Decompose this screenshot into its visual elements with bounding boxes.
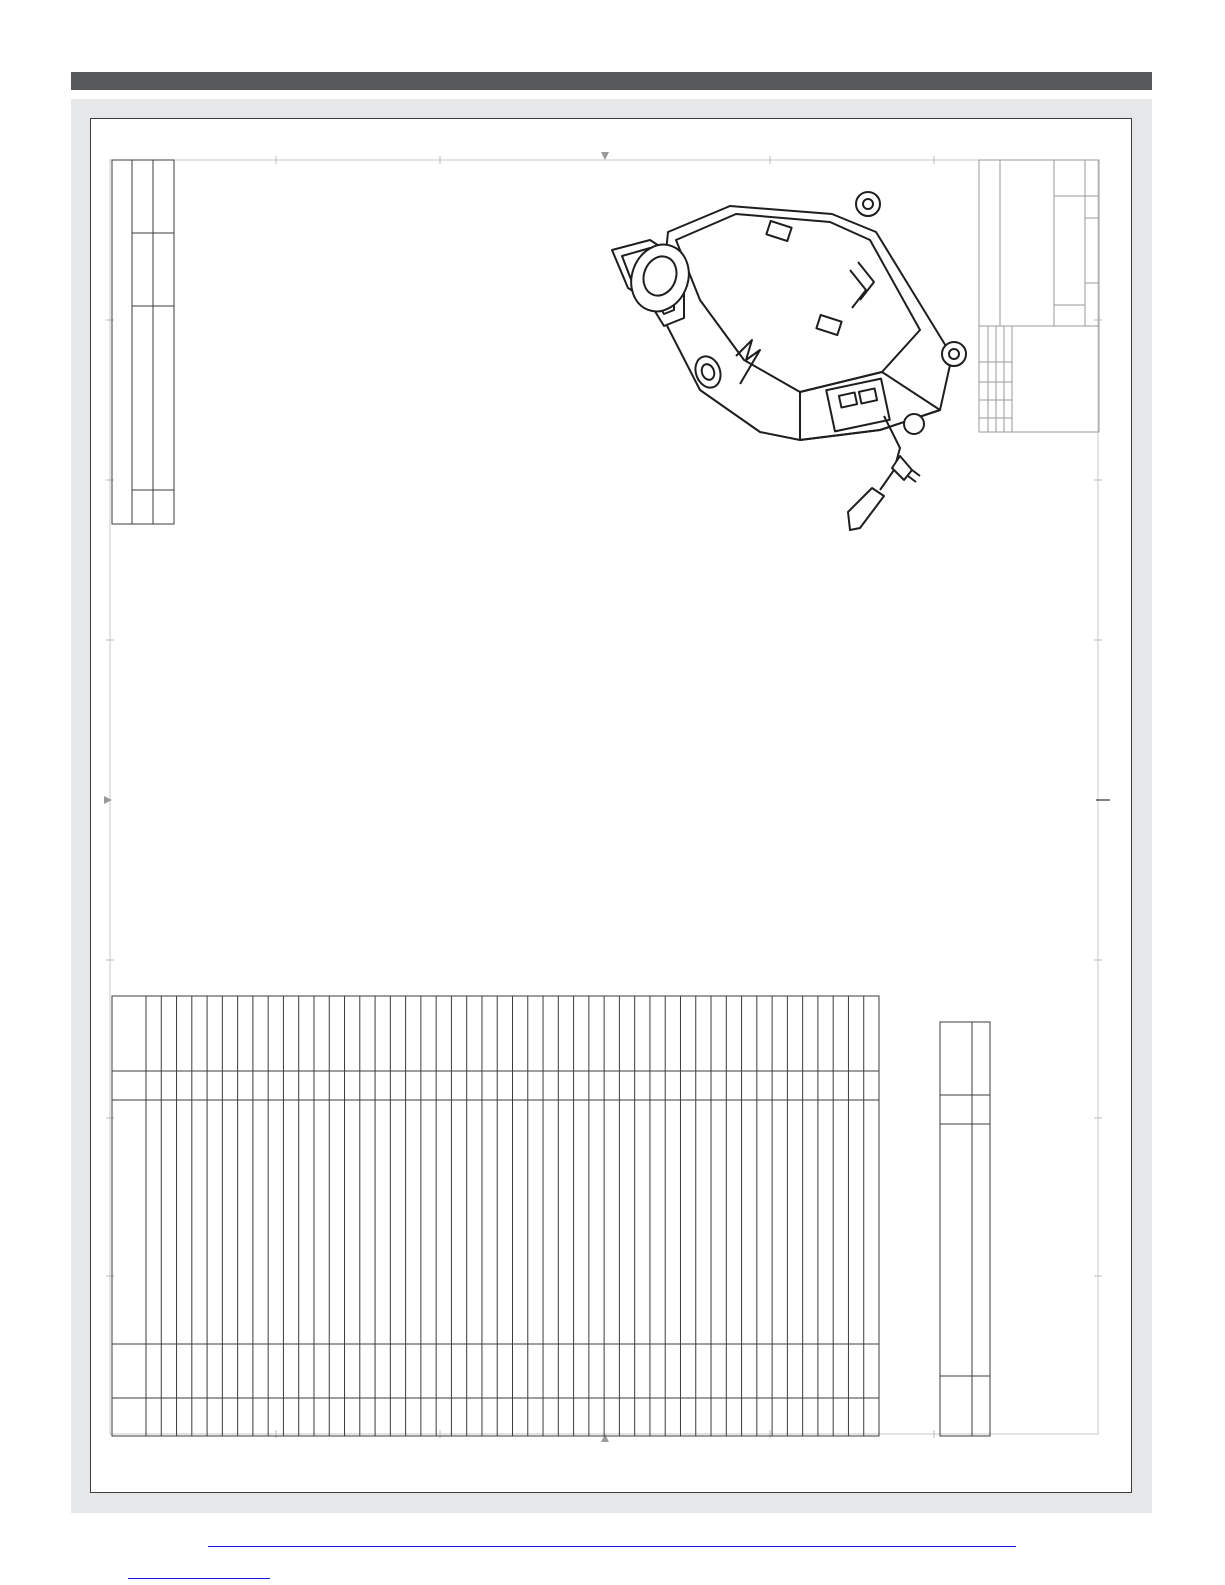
vacuum-illustration <box>612 192 966 530</box>
parts-list-table <box>112 996 879 1436</box>
title-block <box>979 160 1099 432</box>
footer-link-primary[interactable] <box>208 1532 1016 1547</box>
side-table <box>940 1022 990 1436</box>
revision-block <box>112 160 174 524</box>
footer-link-secondary[interactable] <box>128 1570 270 1579</box>
